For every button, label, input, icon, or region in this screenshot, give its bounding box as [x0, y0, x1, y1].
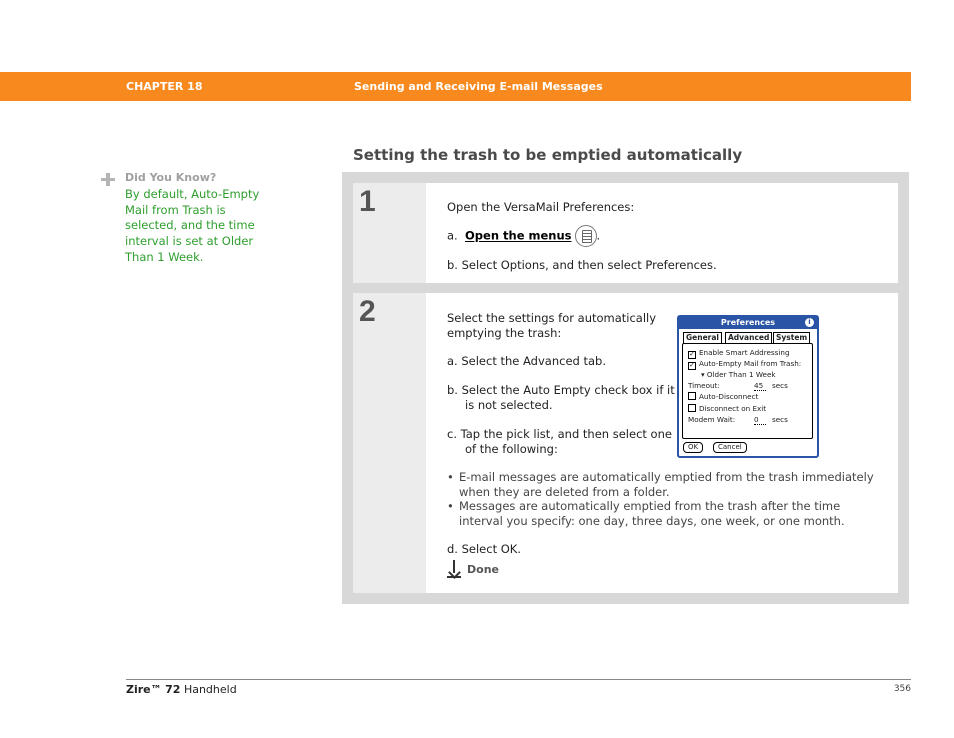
- product-name: [126, 683, 237, 696]
- tab-advanced: Advanced: [725, 332, 772, 344]
- option-bullets: [447, 470, 887, 528]
- palm-settings-box: [682, 343, 813, 439]
- done-marker: [447, 560, 499, 578]
- step-1: [353, 183, 898, 283]
- step-a: a. Select the Advanced tab.: [447, 354, 606, 368]
- disconnect-exit-label: Disconnect on Exit: [699, 404, 767, 413]
- tab-system: System: [773, 332, 810, 344]
- product-model: 72: [165, 683, 181, 696]
- checkbox-icon: ✓: [689, 361, 695, 369]
- enable-smart-label: Enable Smart Addressing: [699, 348, 790, 357]
- steps-panel: [342, 172, 909, 604]
- timeout-label: Timeout:: [688, 381, 720, 390]
- modem-wait-label: Modem Wait:: [688, 415, 736, 424]
- modem-wait-value: 0: [754, 415, 766, 425]
- checkbox-icon: ✓: [689, 350, 695, 358]
- step-a-prefix: a.: [447, 228, 458, 243]
- step-intro: Open the VersaMail Preferences:: [447, 200, 635, 214]
- down-arrow-icon: [447, 560, 461, 578]
- timeout-unit: secs: [772, 381, 788, 390]
- open-menus-link[interactable]: Open the menus: [465, 228, 572, 243]
- tab-general: General: [683, 332, 722, 344]
- triangle-down-icon: ▾: [701, 370, 707, 379]
- step-a-suffix: .: [596, 228, 601, 243]
- step-a: [447, 225, 600, 247]
- palm-title: Preferences: [679, 317, 817, 329]
- palm-ok-button: OK: [683, 442, 703, 453]
- palm-cancel-button: Cancel: [713, 442, 747, 453]
- info-icon: i: [805, 318, 814, 327]
- menu-icon: [575, 225, 597, 247]
- tip-title: Did You Know?: [125, 171, 217, 184]
- plus-icon: [100, 172, 116, 188]
- step-number-box: [353, 293, 426, 593]
- list-item: • Messages are automatically emptied from the trash after the time interval you specify: one day, three days, one week, or one month.: [447, 499, 887, 528]
- step-number: 1: [359, 185, 376, 218]
- product-suffix: Handheld: [183, 683, 237, 696]
- step-number-box: [353, 183, 426, 283]
- list-item: • E-mail messages are automatically emptied from the trash immediately when they are deleted from a folder.: [447, 470, 887, 499]
- chapter-header-bar: [0, 72, 911, 101]
- auto-empty-label: Auto-Empty Mail from Trash:: [699, 359, 802, 368]
- step-number: 2: [359, 295, 376, 328]
- step-intro: Select the settings for automatically emptying the trash:: [447, 311, 657, 340]
- modem-wait-unit: secs: [772, 415, 788, 424]
- step-2: [353, 293, 898, 593]
- step-b: b. Select Options, and then select Preferences.: [447, 258, 717, 272]
- preferences-screenshot: [677, 315, 819, 458]
- step-c: c. Tap the pick list, and then select one of the following:: [447, 427, 672, 456]
- step-d: d. Select OK.: [447, 542, 521, 556]
- step-b: b. Select the Auto Empty check box if it is not selected.: [447, 383, 675, 412]
- picklist-value: Older Than 1 Week: [706, 370, 776, 379]
- chapter-label: CHAPTER 18: [126, 80, 203, 93]
- chapter-title: Sending and Receiving E-mail Messages: [354, 80, 603, 93]
- auto-disconnect-label: Auto-Disconnect: [699, 392, 759, 401]
- checkbox-icon: [688, 392, 696, 400]
- checkbox-icon: [688, 404, 696, 412]
- done-label: Done: [467, 563, 499, 576]
- footer-rule: [126, 679, 911, 680]
- timeout-value: 45: [754, 381, 766, 391]
- product-brand: Zire™: [126, 683, 162, 696]
- section-title: Setting the trash to be emptied automatically: [353, 146, 743, 164]
- tip-body: By default, Auto-Empty Mail from Trash is selected, and the time interval is set at Older Than 1 Week.: [125, 187, 260, 264]
- page-number: 356: [893, 684, 911, 694]
